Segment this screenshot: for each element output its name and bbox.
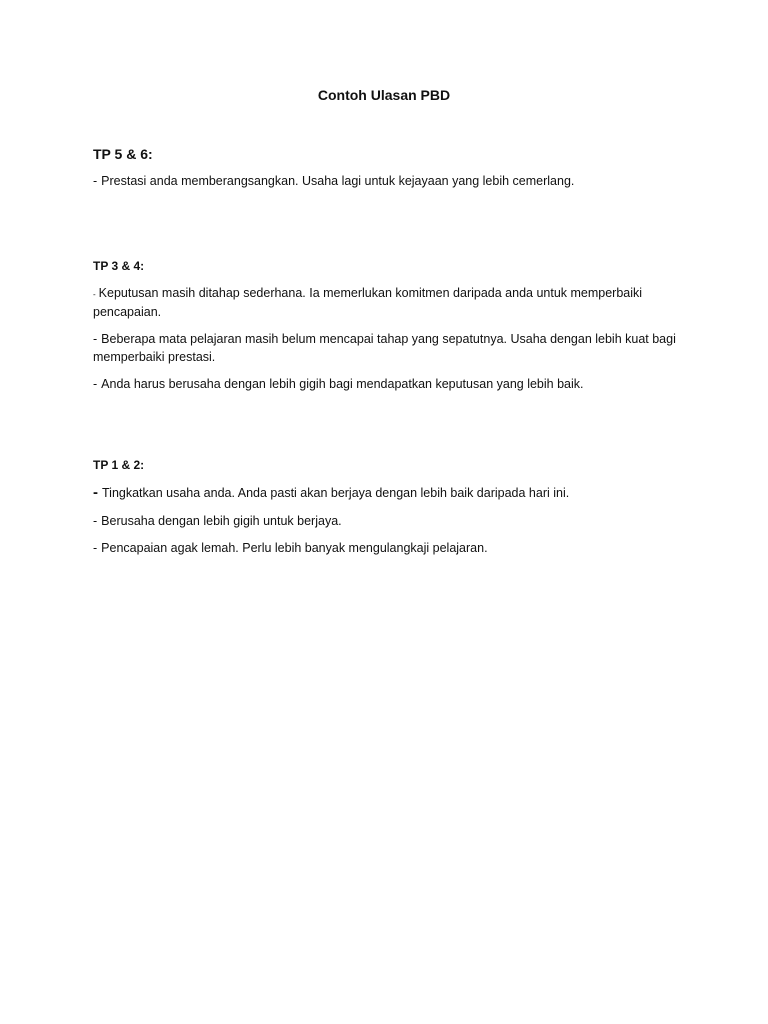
section-tp-5-6: [93, 145, 683, 201]
dash-marker: -: [93, 290, 96, 299]
remark-item: [93, 376, 683, 394]
remark-text: Tingkatkan usaha anda. Anda pasti akan berjaya dengan lebih baik daripada hari ini.: [102, 486, 570, 500]
remark-item: [93, 173, 683, 191]
dash-marker: -: [93, 332, 98, 346]
remark-text: Beberapa mata pelajaran masih belum mencapai tahap yang sepatutnya. Usaha dengan lebih kuat bagi memperbaiki prestasi.: [93, 332, 676, 364]
remark-text: Keputusan masih ditahap sederhana. Ia memerlukan komitmen daripada anda untuk memperbaiki pencapaian.: [93, 286, 643, 319]
dash-marker: -: [93, 174, 98, 188]
document-title: Contoh Ulasan PBD: [317, 87, 451, 103]
dash-marker: -: [93, 541, 98, 555]
remark-text: Anda harus berusaha dengan lebih gigih bagi mendapatkan keputusan yang lebih baik.: [101, 377, 584, 391]
dash-marker: -: [93, 377, 98, 391]
dash-marker: -: [93, 484, 98, 501]
section-heading: TP 1 & 2:: [93, 458, 145, 472]
section-heading: TP 5 & 6:: [93, 146, 153, 162]
remark-item: [93, 285, 683, 321]
remark-item: [93, 513, 683, 531]
remark-item: [93, 540, 683, 558]
section-heading: TP 3 & 4:: [93, 259, 145, 273]
remark-item: [93, 331, 683, 366]
remark-text: Pencapaian agak lemah. Perlu lebih banyak mengulangkaji pelajaran.: [101, 541, 488, 555]
dash-marker: -: [93, 513, 98, 528]
remark-text: Prestasi anda memberangsangkan. Usaha lagi untuk kejayaan yang lebih cemerlang.: [101, 174, 575, 188]
remark-text: Berusaha dengan lebih gigih untuk berjaya.: [101, 513, 342, 528]
section-tp-1-2: [93, 456, 683, 568]
section-tp-3-4: [93, 257, 683, 404]
remark-item: [93, 484, 683, 503]
